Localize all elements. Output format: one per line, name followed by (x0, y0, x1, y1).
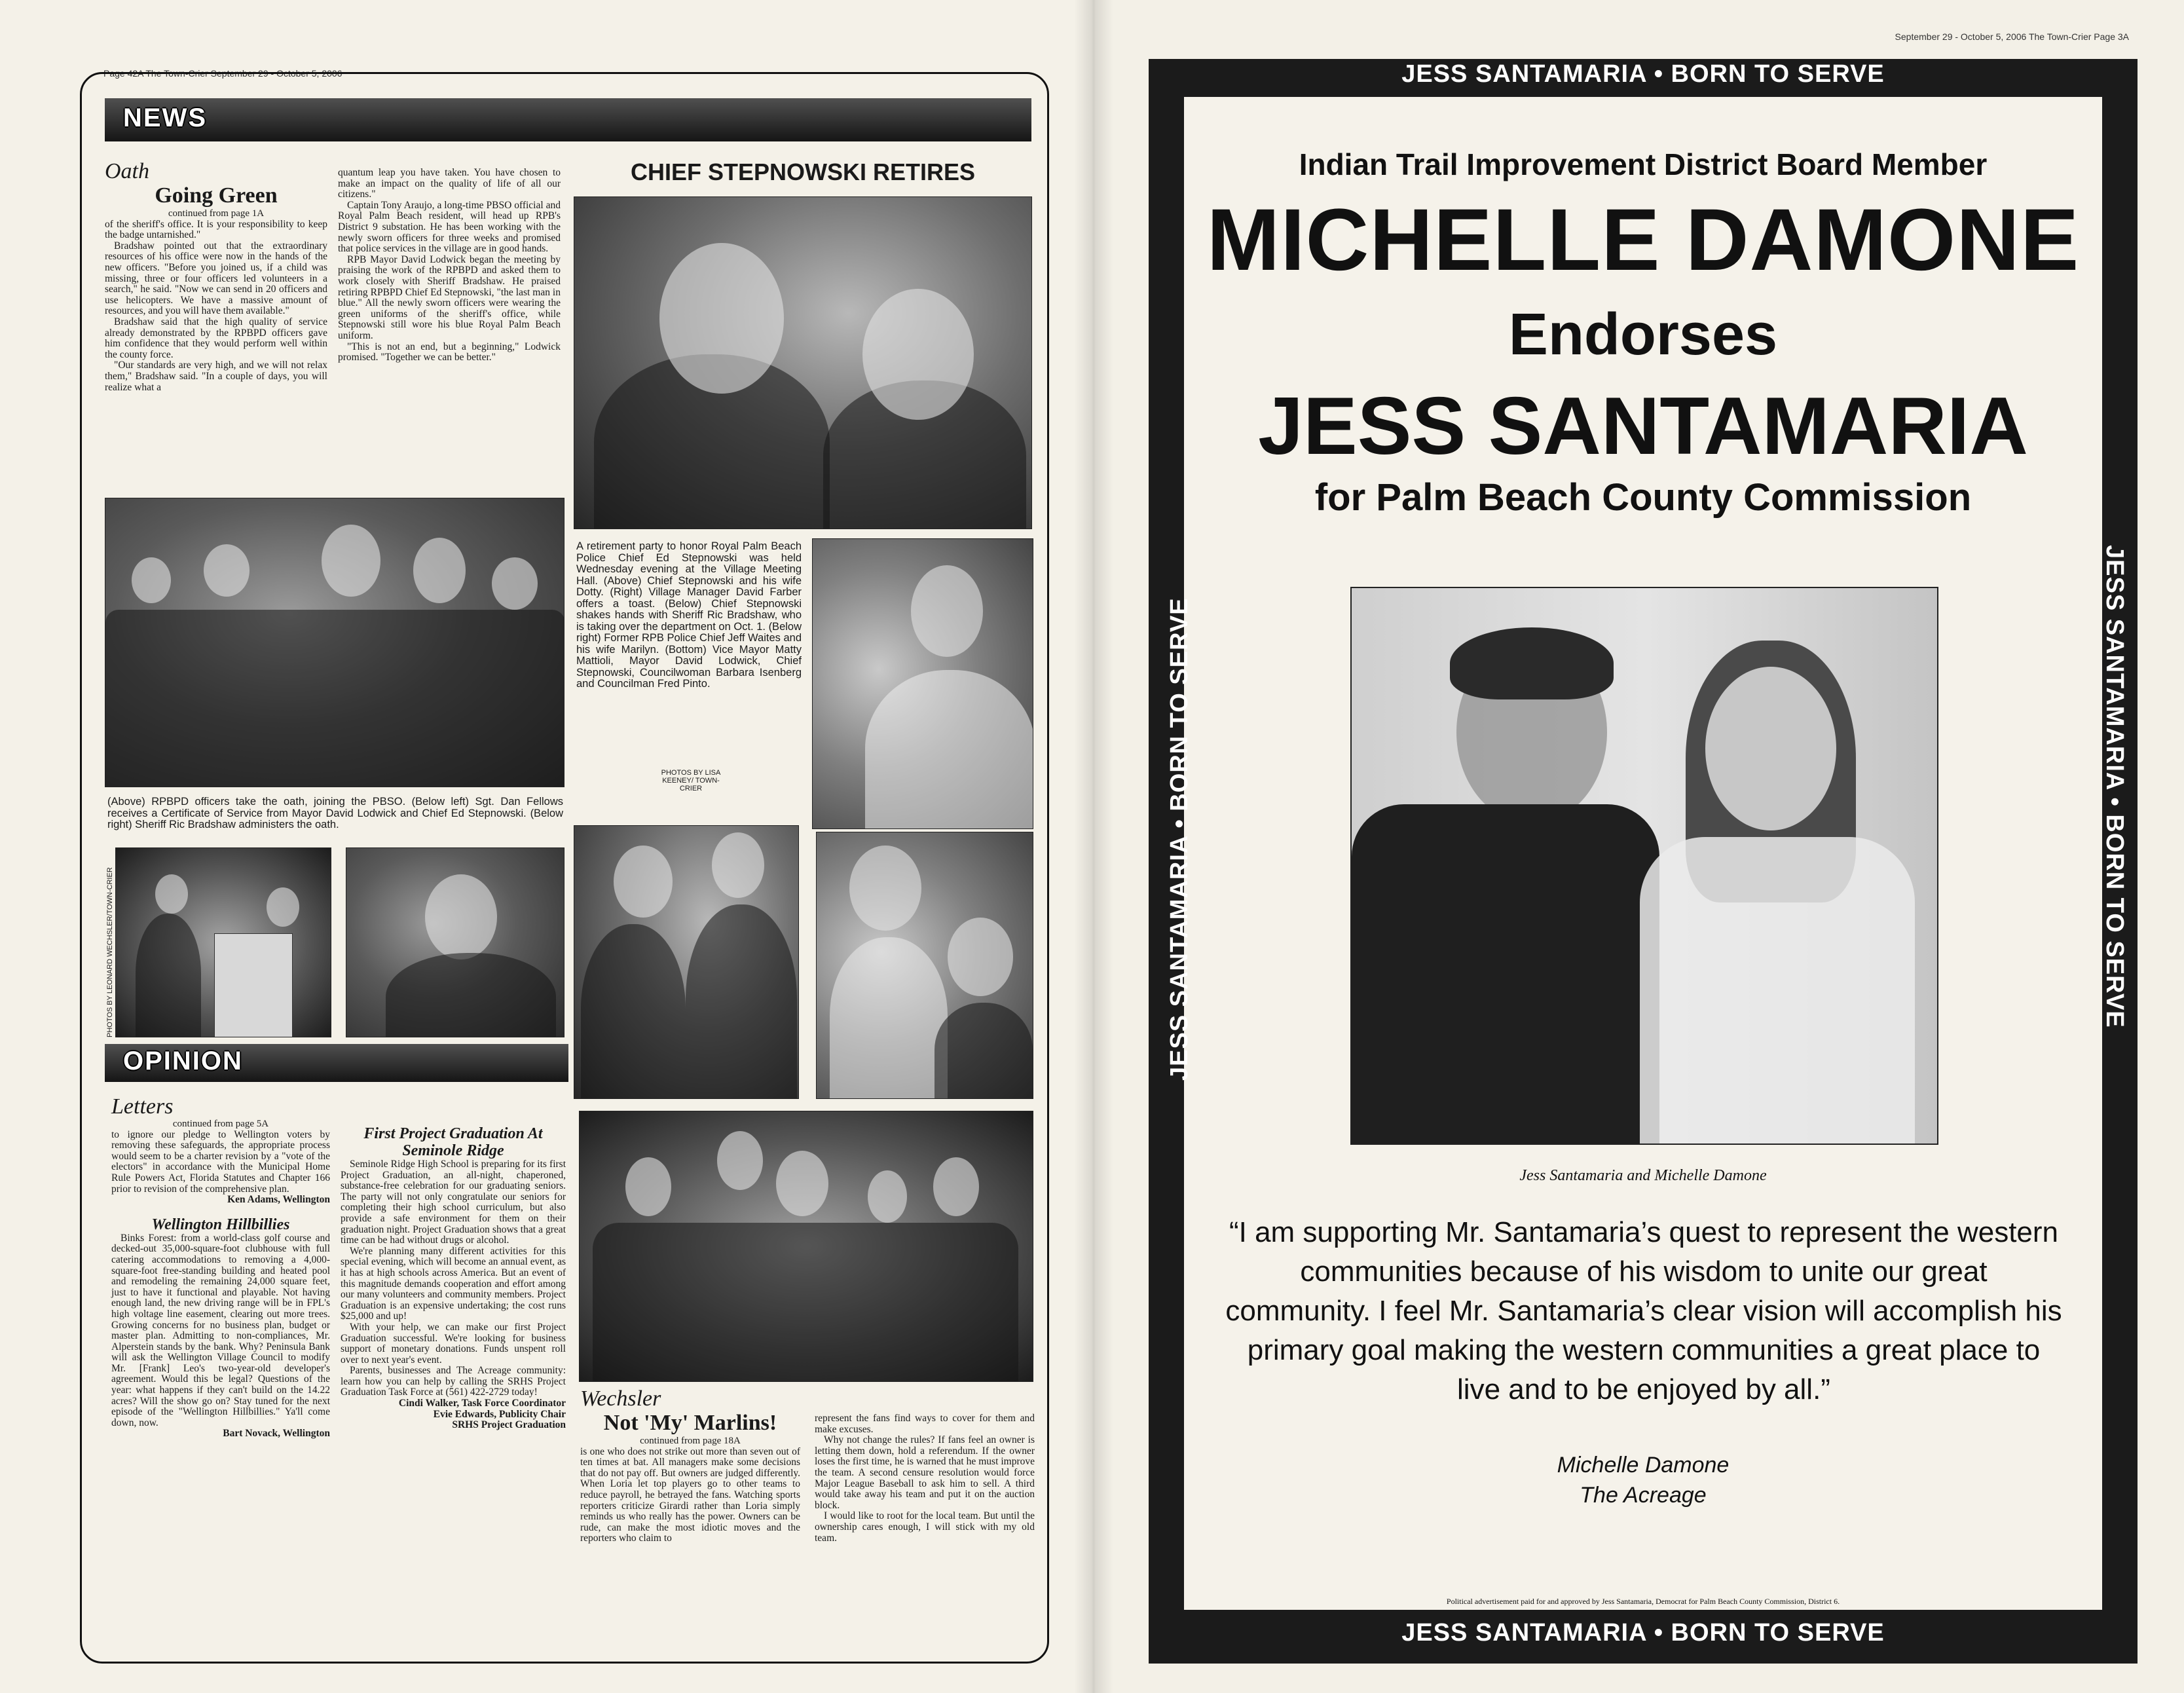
letters-para: Binks Forest: from a world-class golf course and decked-out 35,000-square-foot clubhouse with full catering accommodations to removing a 4,000-square-foot free-standing building and heated pool and remodeling the remaining 24,000 square feet, just to have it functional and playable. Not having enough land, the new driving range will be in FPL's high voltage line easement, clearing out more trees. Growing concerns for no business plan, budget or master plan. Admitting to non-compliances, Mr. Alperstein stands by the bank. Why? Peninsula Bank will ask the Wellington Village Council to modify Mr. [Frank] Leo's two-year-old developer's agreement. Would this be legal? Questions of the year: what happens if they can't build on the 14.22 acres? Will the show go on? Stay tuned for the next episode of the "Wellington Hillbillies." Ya'll come down, now. (111, 1232, 330, 1428)
oath-para: RPB Mayor David Lodwick began the meeting by praising the work of the RPBPD and asked them to work closely with Sheriff Bradshaw. He praised retiring RPBPD Chief Ed Stepnowski, "the last man in blue." All the newly sworn officers were wearing the green uniforms of the sheriff's office, while Stepnowski still wore his blue Royal Palm Beach uniform. (338, 253, 561, 341)
photo-former-chief-and-wife (816, 832, 1033, 1099)
letters-para: Parents, businesses and The Acreage community: learn how you can help by calling the SRHS Project Graduation Task Force at (561) 422-2729 today! (341, 1365, 566, 1398)
ad-quote: “I am supporting Mr. Santamaria’s quest to represent the western communities because of his wisdom to unite our great community. I feel Mr. Santamaria’s clear vision will accomplish his primary goal making the western communities a great place to live and to be enjoyed by all.” (1225, 1216, 2062, 1405)
chief-headline: CHIEF STEPNOWSKI RETIRES (630, 158, 976, 185)
chief-photo-caption: A retirement party to honor Royal Palm Beach Police Chief Ed Stepnowski was held Wednesday evening at the Village Meeting Hall. (Above) Chief Stepnowski and his wife Dotty. (Right) Village Manager David Farber offers a toast. (Below) Chief Stepnowski shakes hands with Sheriff Ric Bradshaw, who is taking over the department on Oct. 1. (Below right) Former RPB Police Chief Jeff Waites and his wife Marilyn. (Bottom) Vice Mayor Matty Mattioli, Mayor David Lodwick, Chief Stepnowski, Councilwoman Barbara Isenberg and Councilman Fred Pinto. (576, 540, 802, 690)
letters-para: to ignore our pledge to Wellington voters by removing these safeguards, the appropriate process would seem to be a charter revision by a "vote of the electors" in accordance with the Municipal Home Rule Powers Act, Florida Statutes and Chapter 166 prior to revision of the comprehensive plan. (111, 1128, 330, 1195)
right-folio: September 29 - October 5, 2006 The Town-Crier Page 3A (1895, 31, 2129, 42)
hillbillies-title: Wellington Hillbillies (151, 1216, 290, 1233)
oath-article-col2 (338, 168, 561, 363)
photo-chief-and-wife (574, 196, 1032, 529)
ad-candidate-name: JESS SANTAMARIA (1258, 381, 2028, 472)
wechsler-para: Why not change the rules? If fans feel an owner is letting them down, hold a referendum. If the owner loses the first time, he is warned that he must improve the team. A second censure resolution would force Major League Baseball to ask him to sell. A third would take away his team and put it on the auction block. (815, 1434, 1035, 1511)
graduation-title: First Project Graduation At Seminole Ridge (363, 1125, 543, 1159)
letters-para: We're planning many different activities for this special evening, which will become an annual event, as it has at high schools across America. But an event of this magnitude demands cooperation and effort among our many volunteers and community members. Project Graduation is an expensive undertaking; the cost runs $25,000 and up! (341, 1245, 566, 1322)
letters-para: Seminole Ridge High School is preparing for its first Project Graduation, an all-night, chaperoned, substance-free celebration for our graduating seniors. The party will not only congratulate our seniors for completing their high school curriculum, but also provide a safe environment for them on their graduation night. Project Graduation shows that a great time can be had without drugs or alcohol. (341, 1159, 566, 1246)
news-section-bar (105, 98, 1031, 141)
ad-band-right: JESS SANTAMARIA • BORN TO SERVE (2101, 545, 2128, 1028)
photo-village-manager-toast (812, 538, 1033, 829)
oath-para: of the sheriff's office. It is your responsibility to keep the badge untarnished." (105, 218, 327, 241)
wechsler-kicker: Wechsler (580, 1386, 661, 1411)
ad-band-top: JESS SANTAMARIA • BORN TO SERVE (1401, 60, 1885, 88)
wechsler-para: is one who does not strike out more than seven out of ten times at bat. All managers make some decisions that do not pay off. But owners are judged differently. When Loria let top players go to other teams to reduce payroll, he betrayed the fans. Watching sports reporters criticize Girardi rather than Loria simply reminds us who really has the power. Owners can be rude, can make the most idiotic moves and the reporters who claim to (580, 1445, 800, 1544)
news-section-label: NEWS (123, 103, 207, 132)
oath-para: Bradshaw said that the high quality of service already demonstrated by the RPBPD officers gave him confidence that they would perform well within the county force. (105, 316, 327, 360)
ad-disclaimer: Political advertisement paid for and approved by Jess Santamaria, Democrat for Palm Beach County Commission, District 6. (1446, 1597, 1840, 1606)
ad-photo-caption: Jess Santamaria and Michelle Damone (1519, 1167, 1767, 1184)
oath-photo-credit: PHOTOS BY LEONARD WECHSLER/TOWN-CRIER (106, 867, 114, 1037)
photo-chief-sheriff-handshake (574, 825, 799, 1099)
ad-quote-signature-place: The Acreage (1580, 1483, 1707, 1508)
wechsler-para: I would like to root for the local team. But until the ownership cares enough, I will stick with my old team. (815, 1510, 1035, 1544)
ad-office: for Palm Beach County Commission (1314, 476, 1972, 519)
letters-para: With your help, we can make our first Project Graduation successful. We're looking for business support of monetary donations. Funds unspent roll over to next year's event. (341, 1321, 566, 1366)
oath-kicker: Oath (105, 159, 149, 183)
oath-para: "This is not an end, but a beginning," Lodwick promised. "Together we can be better." (338, 341, 561, 363)
photo-certificate-of-service (115, 847, 331, 1037)
oath-para: Bradshaw pointed out that the extraordinary resources of his office were now in the hands of the new officers. "Before you joined us, if a child was missing, three or four officers led volunteers in a search," he said. "Now we can send in 20 officers and use helicopters. We have a massive amount of resources, and you will have them available." (105, 240, 327, 317)
photo-officers-oath (105, 498, 565, 787)
wechsler-col2 (815, 1413, 1035, 1544)
letters-continued: continued from page 5A (172, 1119, 269, 1129)
oath-para: Captain Tony Araujo, a long-time PBSO official and Royal Palm Beach resident, will head up RPB's District 9 substation. He has been working with the newly sworn officers for three weeks and promised that police services in the village are in good hands. (338, 199, 561, 255)
opinion-section-bar (105, 1044, 568, 1082)
wechsler-col1 (580, 1387, 800, 1544)
photo-sheriff-oath (346, 847, 565, 1037)
wechsler-headline: Not 'My' Marlins! (603, 1411, 777, 1435)
ad-endorses: Endorses (1508, 302, 1778, 367)
letters-kicker: Letters (111, 1094, 174, 1119)
ad-band-bottom: JESS SANTAMARIA • BORN TO SERVE (1401, 1619, 1885, 1646)
oath-headline: Going Green (155, 183, 278, 208)
ad-endorser-name: MICHELLE DAMONE (1206, 191, 2080, 289)
left-folio: Page 42A The Town-Crier September 29 - October 5, 2006 (103, 68, 342, 79)
wechsler-para: represent the fans find ways to cover for them and make excuses. (815, 1413, 1035, 1435)
letters-signature: Ken Adams, Wellington (227, 1194, 330, 1206)
oath-continued: continued from page 1A (168, 208, 265, 219)
oath-article-col1 (105, 160, 327, 393)
chief-photo-credit: PHOTOS BY LISA KEENEY/ TOWN-CRIER (661, 769, 721, 792)
letters-signature: Evie Edwards, Publicity Chair (433, 1408, 566, 1420)
opinion-section-label: OPINION (123, 1047, 243, 1075)
ad-endorser-title: Indian Trail Improvement District Board Member (1299, 147, 1988, 181)
ad-photo-santamaria-damone (1350, 587, 1938, 1145)
letters-signature: Bart Novack, Wellington (223, 1428, 330, 1440)
letters-signature: SRHS Project Graduation (452, 1419, 566, 1431)
photo-council-group (579, 1111, 1033, 1382)
letters-signature: Cindi Walker, Task Force Coordinator (398, 1398, 566, 1409)
letters-col1 (111, 1095, 330, 1440)
ad-quote-signature-name: Michelle Damone (1557, 1453, 1730, 1478)
oath-para: quantum leap you have taken. You have chosen to make an impact on the quality of life of all our citizens." (338, 167, 561, 200)
oath-para: "Our standards are very high, and we will not relax them," Bradshaw said. "In a couple of days, you will realize what a (105, 360, 327, 393)
wechsler-continued: continued from page 18A (640, 1436, 741, 1446)
letters-col2 (341, 1125, 566, 1431)
oath-photo-caption: (Above) RPBPD officers take the oath, joining the PBSO. (Below left) Sgt. Dan Fellows receives a Certificate of Service from Mayor David Lodwick and Chief Ed Stepnowski. (Below right) Sheriff Ric Bradshaw administers the oath. (107, 796, 563, 830)
page-gutter (1074, 0, 1113, 1693)
ad-band-left: JESS SANTAMARIA • BORN TO SERVE (1166, 597, 1193, 1081)
